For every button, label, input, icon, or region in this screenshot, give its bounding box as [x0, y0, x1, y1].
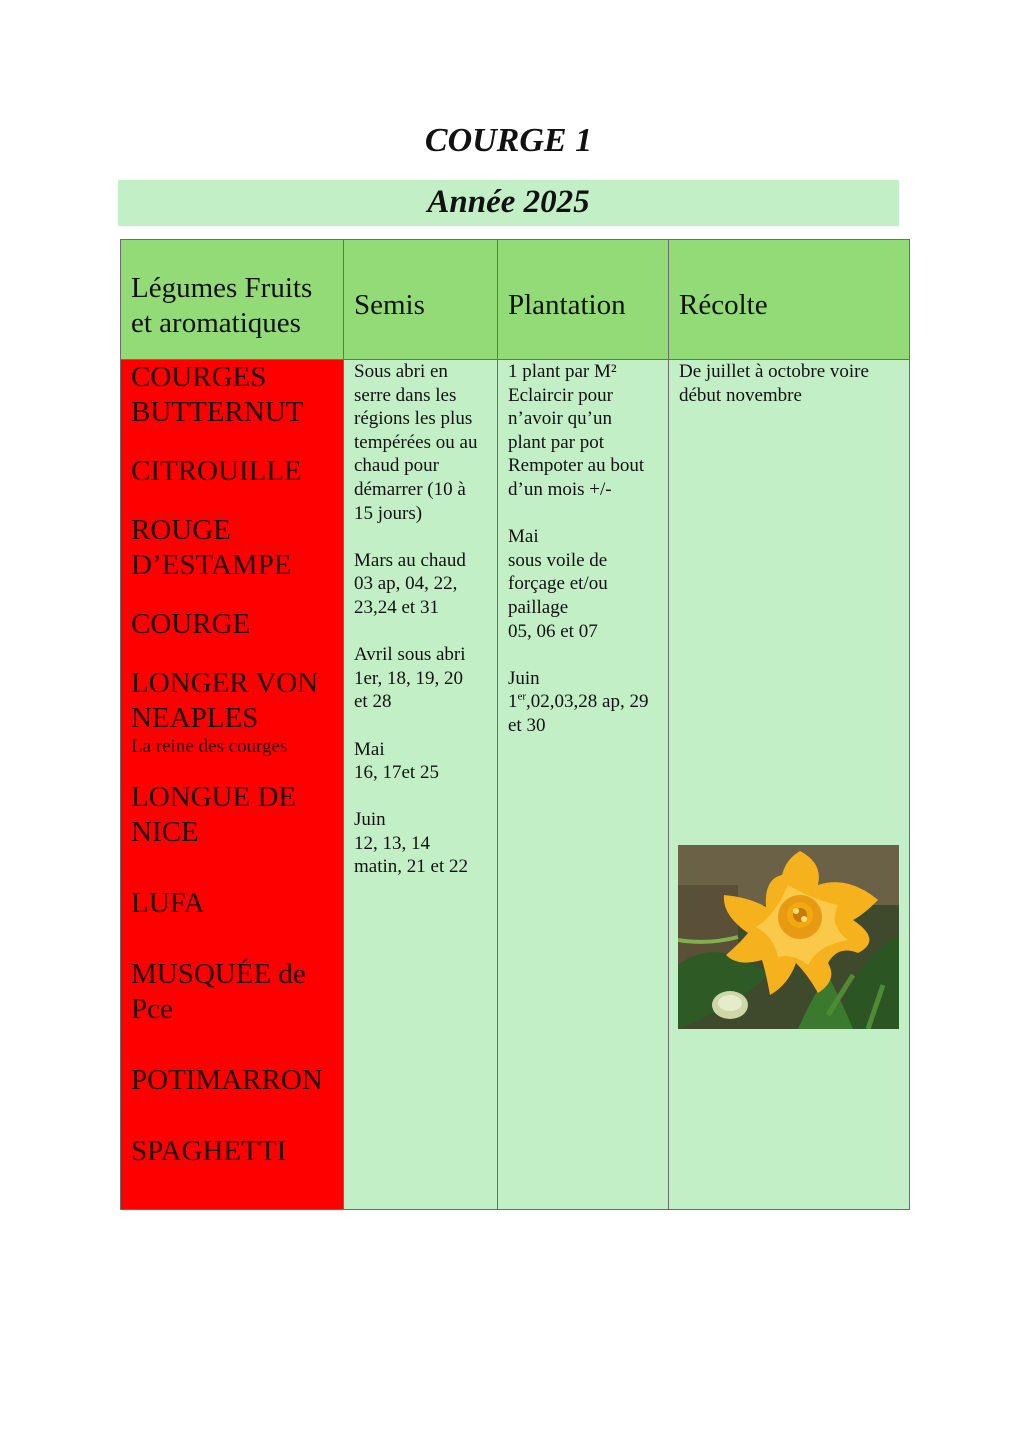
- sowing-block: Juin 12, 13, 14 matin, 21 et 22: [354, 809, 468, 878]
- planting-block: 1 plant par M² Eclaircir pour n’avoir qu’un plant par pot Rempoter au bout d’un mois +/-: [508, 361, 645, 500]
- sowing-cell: [344, 360, 498, 1210]
- header-harvest: Récolte: [669, 240, 910, 360]
- vegetable-item: MUSQUÉE de Pce: [131, 958, 306, 1025]
- table-header-row: [121, 240, 910, 360]
- planting-cell: [498, 360, 669, 1210]
- sowing-block: Mars au chaud 03 ap, 04, 22, 23,24 et 31: [354, 549, 466, 618]
- sowing-block: Avril sous abri 1er, 18, 19, 20 et 28: [354, 644, 466, 713]
- harvest-cell: De juillet à octobre voire début novembre: [669, 360, 910, 1210]
- vegetables-cell: [121, 360, 344, 1210]
- vegetable-item: SPAGHETTI: [131, 1135, 287, 1167]
- vegetable-item: CITROUILLE: [131, 455, 302, 487]
- vegetable-item: LONGER VON NEAPLES La reine des courges: [131, 666, 335, 758]
- header-planting: Plantation: [498, 240, 669, 360]
- vegetable-item: COURGE: [131, 608, 251, 640]
- vegetable-item: ROUGE D’ESTAMPE: [131, 514, 292, 581]
- vegetable-item: POTIMARRON: [131, 1064, 323, 1096]
- courgette-flower-photo: [678, 845, 899, 1029]
- vegetable-note: La reine des courges: [131, 736, 288, 757]
- sowing-block: Sous abri en serre dans les régions les plus tempérées ou au chaud pour démarrer (10 à 15 jours): [354, 361, 478, 524]
- header-vegetables: Légumes Fruits et aromatiques: [121, 240, 344, 360]
- header-sowing: Semis: [344, 240, 498, 360]
- planting-calendar-table: [120, 239, 910, 1210]
- vegetable-item: LUFA: [131, 887, 205, 919]
- vegetable-item: COURGES BUTTERNUT: [131, 361, 304, 428]
- sowing-block: Mai 16, 17et 25: [354, 738, 439, 784]
- planting-block: Mai sous voile de forçage et/ou paillage 05, 06 et 07: [508, 526, 608, 642]
- vegetable-item: LONGUE DE NICE: [131, 781, 297, 848]
- year-banner: Année 2025: [118, 180, 899, 226]
- table-body-row: [121, 360, 910, 1210]
- planting-block: Juin 1er,02,03,28 ap, 29 et 30: [508, 667, 649, 736]
- page-title: COURGE 1: [424, 122, 593, 159]
